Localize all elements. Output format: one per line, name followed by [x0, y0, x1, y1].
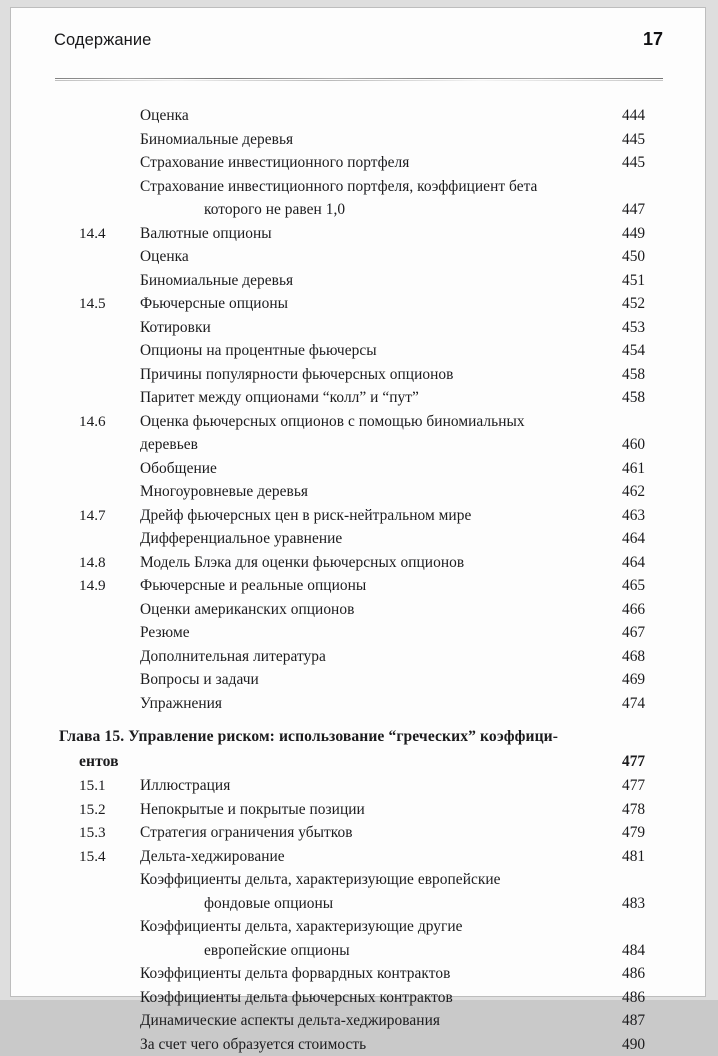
toc-entry-page-number: 461 — [622, 457, 668, 481]
toc-entry-title: Резюме — [140, 621, 190, 645]
toc-entry-number: 15.2 — [79, 798, 125, 822]
toc-entry-row[interactable] — [11, 939, 705, 963]
toc-entry-row[interactable] — [11, 504, 705, 528]
toc-entry-row[interactable] — [11, 245, 705, 269]
toc-entry-title: Биномиальные деревья — [140, 128, 293, 152]
toc-entry-title: Фьючерсные и реальные опционы — [140, 574, 366, 598]
toc-entry-page-number: 478 — [622, 798, 668, 822]
toc-entry-page-number: 468 — [622, 645, 668, 669]
toc-entry-page-number: 465 — [622, 574, 668, 598]
toc-entry-page-number: 452 — [622, 292, 668, 316]
toc-entry-title: Страхование инвестиционного портфеля, коэффициент бета — [140, 175, 537, 199]
toc-entry-row[interactable] — [11, 480, 705, 504]
toc-entry-page-number: 445 — [622, 151, 668, 175]
toc-entry-row[interactable] — [11, 433, 705, 457]
toc-entry-page-number: 487 — [622, 1009, 668, 1033]
toc-entry-page-number: 484 — [622, 939, 668, 963]
book-page — [11, 8, 705, 996]
toc-entry-row[interactable] — [11, 986, 705, 1010]
toc-entry-title: Оценки американских опционов — [140, 598, 354, 622]
page-title: Содержание — [54, 31, 151, 50]
toc-entry-number: 15.1 — [79, 774, 125, 798]
toc-entry-title: Коэффициенты дельта, характеризующие европейские — [140, 868, 501, 892]
toc-entry-row[interactable] — [11, 175, 705, 199]
toc-entry-row[interactable] — [11, 892, 705, 916]
toc-entry-page-number: 479 — [622, 821, 668, 845]
toc-entry-page-number: 460 — [622, 433, 668, 457]
toc-entry-page-number: 483 — [622, 892, 668, 916]
toc-entry-row[interactable] — [11, 598, 705, 622]
toc-entry-row[interactable] — [11, 574, 705, 598]
toc-entry-row[interactable] — [11, 692, 705, 716]
toc-entry-page-number: 447 — [622, 198, 668, 222]
toc-entry-row[interactable] — [11, 386, 705, 410]
toc-entry-row[interactable] — [11, 621, 705, 645]
toc-entry-title: Оценка фьючерсных опционов с помощью биномиальных — [140, 410, 525, 434]
toc-entry-row[interactable] — [11, 645, 705, 669]
toc-entry-row[interactable] — [11, 868, 705, 892]
toc-entry-row[interactable] — [11, 915, 705, 939]
toc-entry-row[interactable] — [11, 774, 705, 798]
toc-entry-number: 14.4 — [79, 222, 125, 246]
toc-entry-page-number: 464 — [622, 527, 668, 551]
toc-entry-title: Многоуровневые деревья — [140, 480, 308, 504]
toc-entry-title: Коэффициенты дельта фьючерсных контрактов — [140, 986, 453, 1010]
toc-entry-row[interactable] — [11, 798, 705, 822]
running-head — [11, 8, 705, 52]
toc-entry-page-number: 454 — [622, 339, 668, 363]
toc-entry-row[interactable] — [11, 104, 705, 128]
toc-entry-title: Котировки — [140, 316, 211, 340]
toc-entry-row[interactable] — [11, 845, 705, 869]
toc-entry-page-number: 451 — [622, 269, 668, 293]
toc-entry-row[interactable] — [11, 410, 705, 434]
toc-entry-number: 14.6 — [79, 410, 125, 434]
toc-entry-title: Дополнительная литература — [140, 645, 326, 669]
toc-entry-number: 14.8 — [79, 551, 125, 575]
toc-entry-row[interactable] — [11, 457, 705, 481]
toc-entry-page-number: 477 — [622, 749, 668, 774]
toc-entry-row[interactable] — [11, 269, 705, 293]
toc-entry-title: Обобщение — [140, 457, 217, 481]
toc-entry-title: европейские опционы — [204, 939, 350, 963]
toc-entry-title: Коэффициенты дельта форвардных контрактов — [140, 962, 450, 986]
toc-entry-row[interactable] — [11, 363, 705, 387]
toc-entry-title: За счет чего образуется стоимость — [140, 1033, 366, 1056]
toc-entry-row[interactable] — [11, 527, 705, 551]
toc-entry-row[interactable] — [11, 316, 705, 340]
toc-entry-title: Упражнения — [140, 692, 222, 716]
toc-entry-number: 15.4 — [79, 845, 125, 869]
toc-entry-title: Дрейф фьючерсных цен в риск-нейтральном мире — [140, 504, 471, 528]
toc-entry-title: Причины популярности фьючерсных опционов — [140, 363, 453, 387]
toc-entry-title: Оценка — [140, 104, 189, 128]
toc-entry-title: Паритет между опционами “колл” и “пут” — [140, 386, 419, 410]
toc-entry-page-number: 463 — [622, 504, 668, 528]
toc-entry-title: Оценка — [140, 245, 189, 269]
toc-entry-page-number: 481 — [622, 845, 668, 869]
toc-entry-number: 14.5 — [79, 292, 125, 316]
toc-entry-page-number: 486 — [622, 986, 668, 1010]
toc-entry-page-number: 458 — [622, 386, 668, 410]
header-rule-shadow — [55, 80, 663, 81]
toc-entry-page-number: 490 — [622, 1033, 668, 1056]
toc-entry-row[interactable] — [11, 1033, 705, 1056]
toc-entry-row[interactable] — [11, 551, 705, 575]
toc-entry-title: Биномиальные деревья — [140, 269, 293, 293]
toc-entry-title: Модель Блэка для оценки фьючерсных опционов — [140, 551, 464, 575]
toc-entry-title: Страхование инвестиционного портфеля — [140, 151, 409, 175]
toc-entry-page-number: 464 — [622, 551, 668, 575]
toc-entry-page-number: 450 — [622, 245, 668, 269]
toc-entry-title: Иллюстрация — [140, 774, 230, 798]
toc-entry-title: Валютные опционы — [140, 222, 272, 246]
toc-entry-page-number: 449 — [622, 222, 668, 246]
toc-chapter-row[interactable] — [11, 749, 705, 774]
page-folio-number: 17 — [643, 29, 663, 50]
toc-entry-page-number: 453 — [622, 316, 668, 340]
toc-entry-row[interactable] — [11, 292, 705, 316]
toc-entry-page-number: 474 — [622, 692, 668, 716]
toc-entry-title: Фьючерсные опционы — [140, 292, 288, 316]
toc-entry-row[interactable] — [11, 222, 705, 246]
toc-entry-row[interactable] — [11, 151, 705, 175]
toc-entry-row[interactable] — [11, 1009, 705, 1033]
toc-entry-title: Дифференциальное уравнение — [140, 527, 342, 551]
toc-entry-row[interactable] — [11, 668, 705, 692]
toc-chapter-row[interactable] — [11, 724, 705, 749]
toc-entry-row[interactable] — [11, 128, 705, 152]
toc-entry-number: 15.3 — [79, 821, 125, 845]
toc-entry-title: которого не равен 1,0 — [204, 198, 345, 222]
toc-entry-page-number: 462 — [622, 480, 668, 504]
table-of-contents — [11, 104, 705, 1056]
toc-entry-title: Опционы на процентные фьючерсы — [140, 339, 377, 363]
toc-entry-number: 14.9 — [79, 574, 125, 598]
toc-entry-title: Вопросы и задачи — [140, 668, 259, 692]
toc-entry-title: Коэффициенты дельта, характеризующие другие — [140, 915, 463, 939]
toc-entry-title: Дельта-хеджирование — [140, 845, 285, 869]
toc-entry-row[interactable] — [11, 198, 705, 222]
toc-entry-page-number: 444 — [622, 104, 668, 128]
toc-entry-title: фондовые опционы — [204, 892, 333, 916]
toc-entry-row[interactable] — [11, 962, 705, 986]
toc-entry-number: 14.7 — [79, 504, 125, 528]
header-rule — [55, 78, 663, 79]
toc-chapter-title: ентов — [79, 749, 119, 774]
toc-entry-page-number: 477 — [622, 774, 668, 798]
toc-entry-page-number: 486 — [622, 962, 668, 986]
toc-entry-title: деревьев — [140, 433, 198, 457]
toc-entry-title: Непокрытые и покрытые позиции — [140, 798, 365, 822]
toc-entry-row[interactable] — [11, 821, 705, 845]
toc-entry-title: Стратегия ограничения убытков — [140, 821, 353, 845]
toc-entry-title: Динамические аспекты дельта-хеджирования — [140, 1009, 440, 1033]
toc-section-spacer — [11, 715, 705, 724]
toc-entry-row[interactable] — [11, 339, 705, 363]
toc-entry-page-number: 467 — [622, 621, 668, 645]
toc-entry-page-number: 466 — [622, 598, 668, 622]
toc-chapter-title: Глава 15. Управление риском: использование “греческих” коэффици- — [59, 724, 558, 749]
toc-entry-page-number: 469 — [622, 668, 668, 692]
toc-entry-page-number: 458 — [622, 363, 668, 387]
toc-entry-page-number: 445 — [622, 128, 668, 152]
